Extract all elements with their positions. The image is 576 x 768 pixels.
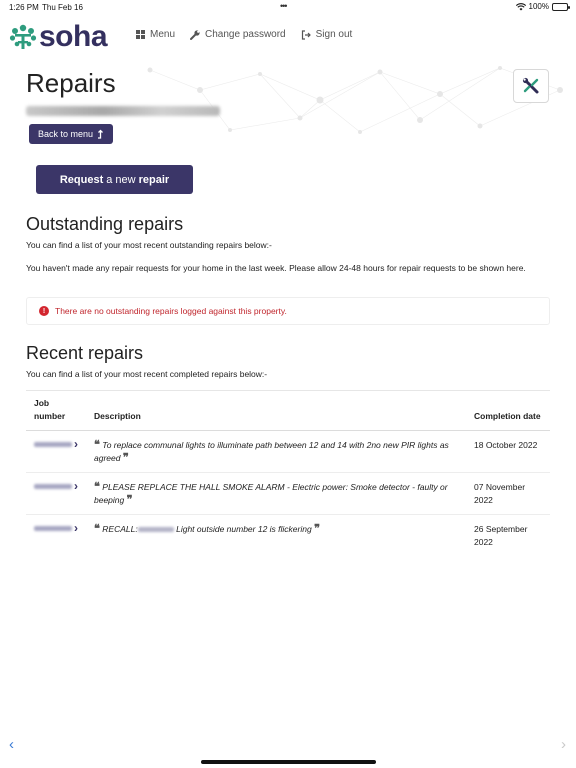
- table-row[interactable]: [26, 473, 550, 515]
- battery-percent: 100%: [528, 2, 549, 11]
- open-quote-icon: ❝: [94, 439, 100, 451]
- request-label-2: a new: [106, 173, 136, 186]
- outstanding-notice: You haven't made any repair requests for your home in the last week. Please allow 24-48 hours for repair requests to be shown here.: [26, 263, 526, 273]
- description-cell: [86, 431, 466, 473]
- description-text: Light outside number 12 is flickering: [176, 524, 312, 534]
- redacted-reference: [138, 527, 174, 532]
- nav-sign-out-link[interactable]: [301, 29, 353, 40]
- nav-change-password-label: Change password: [205, 29, 286, 40]
- job-cell[interactable]: [26, 515, 86, 557]
- job-number-link[interactable]: [34, 439, 78, 449]
- back-to-menu-button[interactable]: [29, 124, 113, 144]
- status-right: [516, 2, 568, 11]
- completion-date-cell: 18 October 2022: [466, 431, 550, 473]
- column-description: Description: [86, 391, 466, 431]
- recent-repairs-table: [26, 390, 550, 556]
- completion-date-cell: 07 November 2022: [466, 473, 550, 515]
- description-cell: [86, 515, 466, 557]
- tools-icon: [521, 76, 541, 96]
- sign-out-icon: [301, 30, 311, 40]
- table-row[interactable]: [26, 431, 550, 473]
- close-quote-icon: ❞: [122, 452, 129, 464]
- request-repair-button[interactable]: [36, 165, 193, 194]
- redacted-job-number: [34, 442, 72, 447]
- multitasking-dots-icon[interactable]: •••: [280, 1, 287, 11]
- close-quote-icon: ❞: [314, 523, 321, 535]
- status-time: 1:26 PM: [9, 3, 39, 12]
- soha-logo[interactable]: [9, 20, 107, 54]
- redacted-address: [26, 106, 220, 116]
- request-label-3: repair: [138, 173, 170, 186]
- open-quote-icon: ❝: [94, 481, 100, 493]
- alert-text: There are no outstanding repairs logged against this property.: [55, 306, 287, 316]
- description-prefix: RECALL:: [102, 524, 138, 534]
- nav-links: [136, 29, 352, 40]
- nav-sign-out-label: Sign out: [315, 29, 353, 40]
- job-number-link[interactable]: [34, 481, 78, 491]
- tree-logo-icon: [9, 23, 37, 51]
- grid-icon: [136, 30, 145, 39]
- browser-forward-icon[interactable]: ›: [561, 736, 566, 753]
- wifi-icon: [516, 3, 526, 11]
- battery-icon: [552, 3, 568, 11]
- nav-change-password-link[interactable]: [190, 29, 286, 40]
- column-job-number: Job number: [26, 391, 86, 431]
- outstanding-intro: You can find a list of your most recent outstanding repairs below:-: [26, 240, 272, 250]
- nav-menu-label: Menu: [150, 29, 176, 40]
- wrench-icon: [190, 30, 200, 40]
- status-date: Thu Feb 16: [42, 3, 83, 12]
- logo-wordmark: soha: [39, 20, 108, 53]
- recent-intro: You can find a list of your most recent completed repairs below:-: [26, 369, 268, 379]
- column-completion-date: Completion date: [466, 391, 550, 431]
- completion-date-cell: 26 September 2022: [474, 524, 528, 547]
- top-navbar: [0, 14, 576, 60]
- status-bar: [0, 0, 576, 14]
- job-cell[interactable]: [26, 431, 86, 473]
- table-row[interactable]: [26, 515, 550, 557]
- description-text: PLEASE REPLACE THE HALL SMOKE ALARM - Electric power: Smoke detector - faulty or beeping: [94, 482, 448, 505]
- no-repairs-alert: [26, 297, 550, 325]
- back-to-menu-label: Back to menu: [37, 129, 94, 139]
- chevron-right-icon: ›: [74, 437, 78, 451]
- open-quote-icon: ❝: [94, 523, 100, 535]
- home-indicator[interactable]: [201, 760, 376, 764]
- job-number-link[interactable]: [34, 523, 78, 533]
- redacted-job-number: [34, 526, 72, 531]
- job-cell[interactable]: [26, 473, 86, 515]
- description-cell: [86, 473, 466, 515]
- tools-button[interactable]: [513, 69, 549, 103]
- arrow-up-icon: [97, 129, 104, 139]
- recent-heading: Recent repairs: [26, 343, 144, 363]
- close-quote-icon: ❞: [126, 494, 133, 506]
- nav-menu-link[interactable]: [136, 29, 175, 40]
- browser-back-icon[interactable]: ‹: [9, 736, 14, 753]
- redacted-job-number: [34, 484, 72, 489]
- table-header-row: [26, 391, 550, 431]
- outstanding-heading: Outstanding repairs: [26, 214, 184, 234]
- description-text: To replace communal lights to illuminate path between 12 and 14 with 2no new PIR lights as agreed: [94, 440, 449, 463]
- chevron-right-icon: ›: [74, 479, 78, 493]
- page-title: Repairs: [26, 68, 116, 98]
- chevron-right-icon: ›: [74, 521, 78, 535]
- request-label-1: Request: [59, 173, 104, 186]
- exclamation-circle-icon: !: [39, 306, 49, 316]
